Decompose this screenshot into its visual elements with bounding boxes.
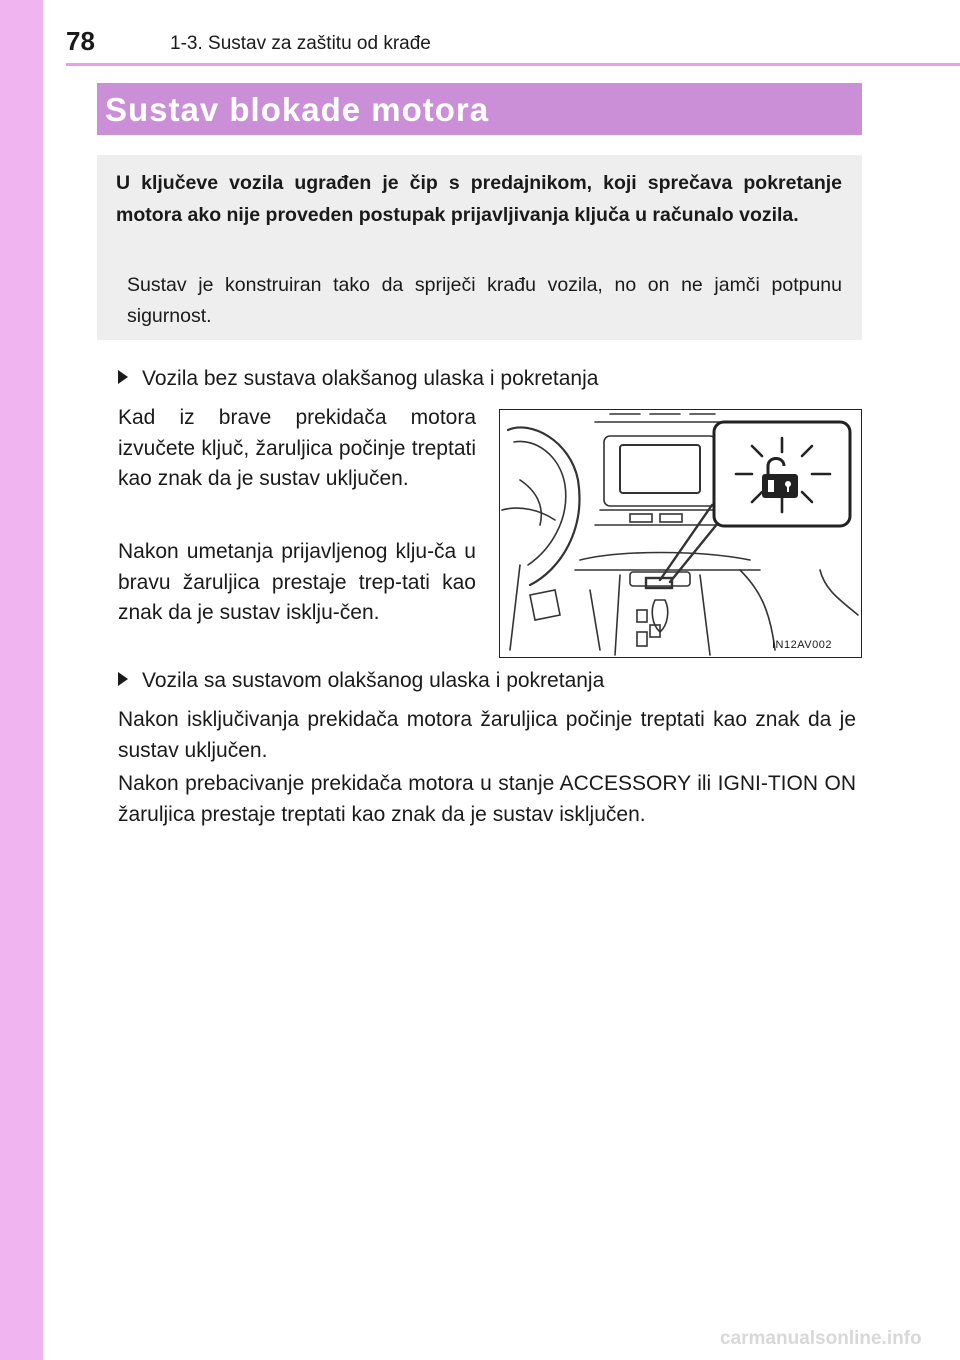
intro-box	[97, 155, 862, 340]
intro-note: Sustav je konstruiran tako da spriječi krađu vozila, no on ne jamči potpunu sigurnost.	[127, 274, 842, 327]
section-breadcrumb: 1-3. Sustav za zaštitu od krađe	[170, 33, 431, 54]
watermark: carmanualsonline.info	[720, 1328, 922, 1349]
side-tab	[0, 0, 43, 1360]
section2-paragraph-1: Nakon isključivanja prekidača motora žaruljica počinje treptati kao znak da je sustav uključen.	[118, 708, 856, 762]
dashboard-illustration	[499, 409, 862, 658]
header-divider	[66, 63, 960, 66]
section2-heading	[118, 667, 604, 695]
bullet-arrow-icon	[118, 370, 128, 384]
section1-paragraph-2: Nakon umetanja prijavljenog klju-ča u bravu žaruljica prestaje trep-tati kao znak da je sustav isklju-čen.	[118, 540, 476, 624]
dashboard-drawing	[500, 410, 861, 657]
intro-text: U ključeve vozila ugrađen je čip s predajnikom, koji sprečava pokretanje motora ako nije proveden postupak prijavljivanja ključa u računalo vozila.	[116, 172, 842, 226]
figure-code: IN12AV002	[772, 639, 832, 651]
section2-heading-text: Vozila sa sustavom olakšanog ulaska i pokretanja	[142, 669, 605, 692]
section1-heading-text: Vozila bez sustava olakšanog ulaska i pokretanja	[142, 367, 599, 390]
title-bar	[97, 83, 862, 135]
section2-paragraph-2: Nakon prebacivanje prekidača motora u stanje ACCESSORY ili IGNI-TION ON žaruljica prestaje treptati kao znak da je sustav isključen.	[118, 772, 856, 826]
bullet-arrow-icon	[118, 672, 128, 686]
section1-heading	[118, 365, 598, 393]
section1-paragraph-1: Kad iz brave prekidača motora izvučete ključ, žaruljica počinje treptati kao znak da je sustav uključen.	[118, 406, 476, 490]
page-number: 78	[66, 26, 95, 56]
page-title: Sustav blokade motora	[105, 91, 490, 128]
